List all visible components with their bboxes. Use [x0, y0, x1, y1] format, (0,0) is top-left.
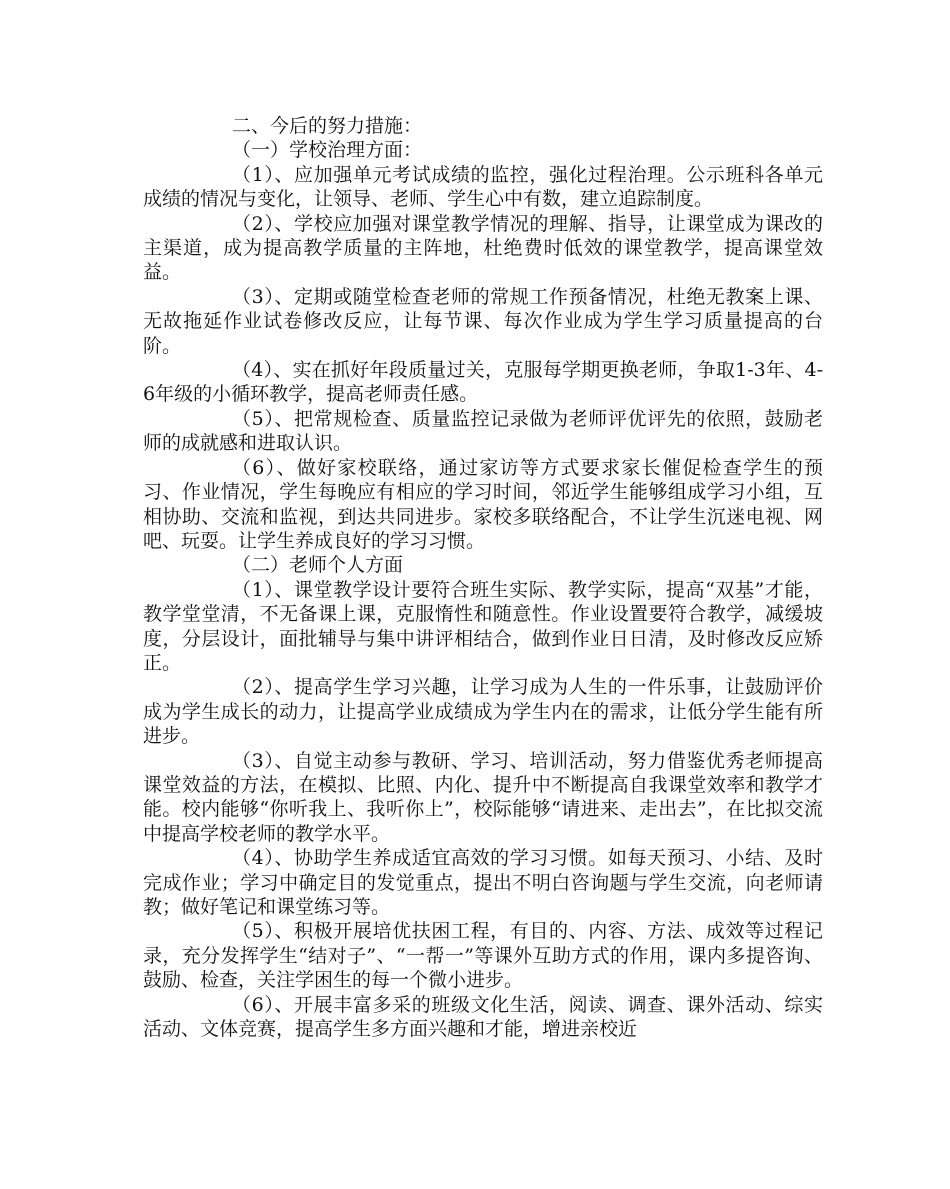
paragraph: （3）、定期或随堂检查老师的常规工作预备情况，杜绝无教案上课、无故拖延作业试卷修改反应，让每节课、每次作业成为学生学习质量提高的台阶。: [143, 285, 823, 357]
paragraph: （6）、开展丰富多采的班级文化生活，阅读、调查、课外活动、综实活动、文体竞赛，提高学生多方面兴趣和才能，增进亲校近: [143, 993, 823, 1041]
paragraph: （2）、学校应加强对课堂教学情况的理解、指导，让课堂成为课改的主渠道，成为提高教学质量的主阵地，杜绝费时低效的课堂教学，提高课堂效益。: [143, 212, 823, 284]
paragraph: （5）、把常规检查、质量监控记录做为老师评优评先的依照，鼓励老师的成就感和进取认识。: [143, 407, 823, 455]
paragraph: （6）、做好家校联络，通过家访等方式要求家长催促检查学生的预习、作业情况，学生每晚应有相应的学习时间，邻近学生能够组成学习小组，互相协助、交流和监视，到达共同进步。家校多联络配合，不让学生沉迷电视、网吧、玩耍。让学生养成良好的学习习惯。: [143, 456, 823, 552]
paragraph: （2）、提高学生学习兴趣，让学习成为人生的一件乐事，让鼓励评价成为学生成长的动力，让提高学业成绩成为学生内在的需求，让低分学生能有所进步。: [143, 676, 823, 748]
section-title: （一）学校治理方面：: [232, 139, 423, 162]
paragraph: （4）、实在抓好年段质量过关，克服每学期更换老师，争取1-3年、4-6年级的小循环教学，提高老师责任感。: [143, 359, 823, 406]
document-heading: 二、今后的努力措施：: [232, 115, 423, 137]
paragraph: （3）、自觉主动参与教研、学习、培训活动，努力借鉴优秀老师提高课堂效益的方法，在模拟、比照、内化、提升中不断提高自我课堂效率和教学才能。校内能够“你听我上、我听你上”，校际能够“请进来、走出去”，在比拟交流中提高学校老师的教学水平。: [143, 749, 823, 845]
paragraph: （4）、协助学生养成适宜高效的学习习惯。如每天预习、小结、及时完成作业；学习中确定目的发觉重点，提出不明白咨询题与学生交流，向老师请教；做好笔记和课堂练习等。: [143, 847, 823, 918]
paragraph: （1）、应加强单元考试成绩的监控，强化过程治理。公示班科各单元成绩的情况与变化，让领导、老师、学生心中有数，建立追踪制度。: [143, 163, 823, 211]
document-body: [143, 114, 823, 1041]
paragraph: （5）、积极开展培优扶困工程，有目的、内容、方法、成效等过程记录，充分发挥学生“结对子”、“一帮一”等课外互助方式的作用，课内多提咨询、鼓励、检查，关注学困生的每一个微小进步。: [143, 920, 823, 992]
paragraph: （1）、课堂教学设计要符合班生实际、教学实际，提高“双基”才能，教学堂堂清，不无备课上课，克服惰性和随意性。作业设置要符合教学，减缓坡度，分层设计，面批辅导与集中讲评相结合，做到作业日日清，及时修改反应矫正。: [143, 578, 823, 674]
section-title: （二）老师个人方面: [232, 554, 404, 577]
